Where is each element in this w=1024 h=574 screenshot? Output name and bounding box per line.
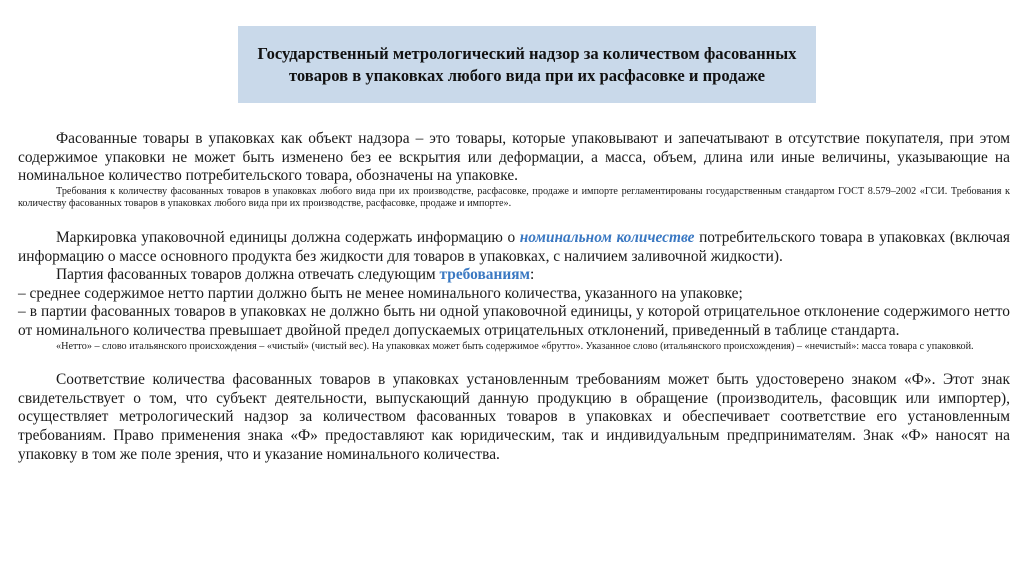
footnote-standard: Требования к количеству фасованных товаров в упаковках любого вида при их производстве, расфасовке, продаже и импорте регламентированы государственным стандартом ГОСТ 8.579–2002 «ГСИ. Требования к количеству фасованных товаров в упаковках любого вида при их производстве, расфасовке, продаже и импорте». xyxy=(18,185,1010,210)
paragraph-requirements-colon: : xyxy=(530,266,535,284)
spacer xyxy=(18,353,1010,371)
footnote-netto: «Нетто» – слово итальянского происхождения – «чистый» (чистый вес). На упаковках может быть содержимое «брутто». Указанное слово (итальянского происхождения) – «нечистый»: масса товара с упаковкой. xyxy=(56,340,974,352)
highlight-nominal-quantity: номинальном количестве xyxy=(519,228,695,246)
document-body xyxy=(18,130,1010,464)
paragraph-marking-text-start: Маркировка упаковочной единицы должна содержать информацию о xyxy=(56,228,520,246)
paragraph-requirements-text: Партия фасованных товаров должна отвечать следующим xyxy=(56,266,440,284)
page-title: Государственный метрологический надзор за количеством фасованных товаров в упаковках любого вида при их расфасовке и продаже xyxy=(257,43,797,85)
requirement-item-2: – в партии фасованных товаров в упаковках не должно быть ни одной упаковочной единицы, у которой отрицательное отклонение содержимого нетто от номинального количества превышает двойной предел допускаемых отрицательных отклонений, приведенный в таблице стандарта. xyxy=(18,303,1010,339)
spacer xyxy=(18,211,1010,229)
title-banner xyxy=(238,26,816,103)
highlight-requirements: требованиям xyxy=(439,266,531,284)
paragraph-requirements xyxy=(18,266,1010,285)
paragraph-marking xyxy=(18,229,1010,266)
paragraph-f-mark: Соответствие количества фасованных товаров в упаковках установленным требованиям может быть удостоверено знаком «Ф». Этот знак свидетельствует о том, что субъект деятельности, выпускающий данную продукцию в обращение (производитель, фасовщик или импортер), осуществляет метрологический надзор за количеством фасованных товаров в упаковках и обеспечивает соответствие его установленным требованиям. Право применения знака «Ф» предоставляют как юридическим, так и индивидуальным предпринимателям. Знак «Ф» наносят на упаковку в том же поле зрения, что и указание номинального количества. xyxy=(18,371,1010,463)
paragraph-marking-text-end: потребительского товара в упаковках (включая информацию о массе основного продукта без жидкости для товаров в упаковках, с наличием заливочной жидкости). xyxy=(18,228,1010,265)
paragraph-definition: Фасованные товары в упаковках как объект надзора – это товары, которые упаковывают и запечатывают в отсутствие покупателя, при этом содержимое упаковки не может быть изменено без ее вскрытия или деформации, а масса, объем, длина или иные величины, указывающие на номинальное количество потребительского товара, обозначены на упаковке. xyxy=(18,130,1010,185)
requirement-item-1: – среднее содержимое нетто партии должно быть не менее номинального количества, указанного на упаковке; xyxy=(18,284,743,302)
